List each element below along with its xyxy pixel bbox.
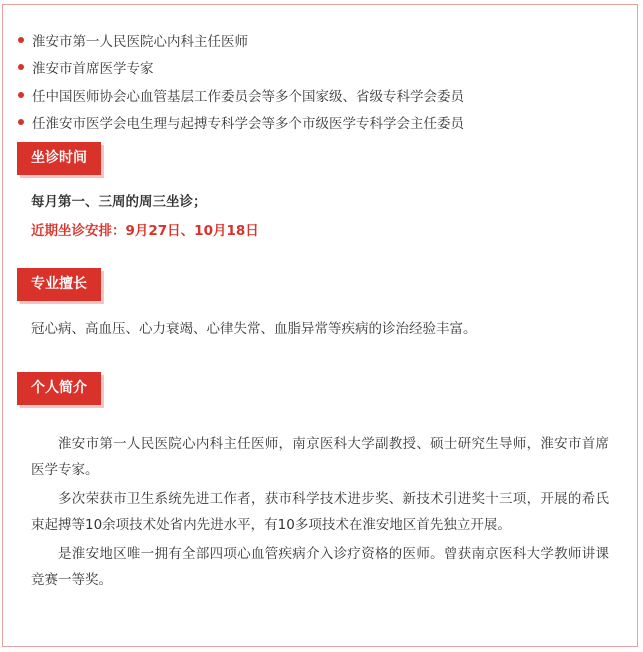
specialty-text: 冠心病、高血压、心力衰竭、心律失常、血脂异常等疾病的诊治经验丰富。 bbox=[31, 321, 477, 337]
title-item bbox=[18, 109, 464, 137]
specialty-heading: 专业擅长 bbox=[17, 268, 101, 301]
title-list bbox=[18, 26, 464, 136]
bullet-dot-icon bbox=[18, 119, 24, 125]
profile-heading: 个人简介 bbox=[17, 372, 101, 405]
clinic-schedule: 每月第一、三周的周三坐诊； bbox=[31, 194, 207, 210]
title-text: 任淮安市医学会电生理与起搏专科学会等多个市级医学专科学会主任委员 bbox=[32, 116, 464, 133]
profile-paragraph: 淮安市第一人民医院心内科主任医师，南京医科大学副教授、硕士研究生导师，淮安市首席医学专家。 bbox=[31, 436, 609, 478]
recent-clinic-dates: 近期坐诊安排：9月27日、10月18日 bbox=[31, 223, 259, 239]
bullet-dot-icon bbox=[18, 92, 24, 98]
profile-paragraph: 多次荣获市卫生系统先进工作者，获市科学技术进步奖、新技术引进奖十三项，开展的希氏束起搏等10余项技术处省内先进水平，有10多项技术在淮安地区首先独立开展。 bbox=[31, 491, 609, 533]
title-item bbox=[18, 81, 464, 109]
clinic-hours-heading: 坐诊时间 bbox=[17, 142, 101, 175]
profile-body bbox=[31, 432, 609, 597]
profile-paragraph: 是淮安地区唯一拥有全部四项心血管疾病介入诊疗资格的医师。曾获南京医科大学教师讲课竞赛一等奖。 bbox=[31, 546, 609, 588]
title-text: 淮安市首席医学专家 bbox=[32, 61, 154, 78]
title-text: 任中国医师协会心血管基层工作委员会等多个国家级、省级专科学会委员 bbox=[32, 88, 464, 105]
bullet-dot-icon bbox=[18, 64, 24, 70]
title-item bbox=[18, 54, 464, 82]
title-text: 淮安市第一人民医院心内科主任医师 bbox=[32, 33, 248, 50]
bullet-dot-icon bbox=[18, 37, 24, 43]
title-item bbox=[18, 26, 464, 54]
